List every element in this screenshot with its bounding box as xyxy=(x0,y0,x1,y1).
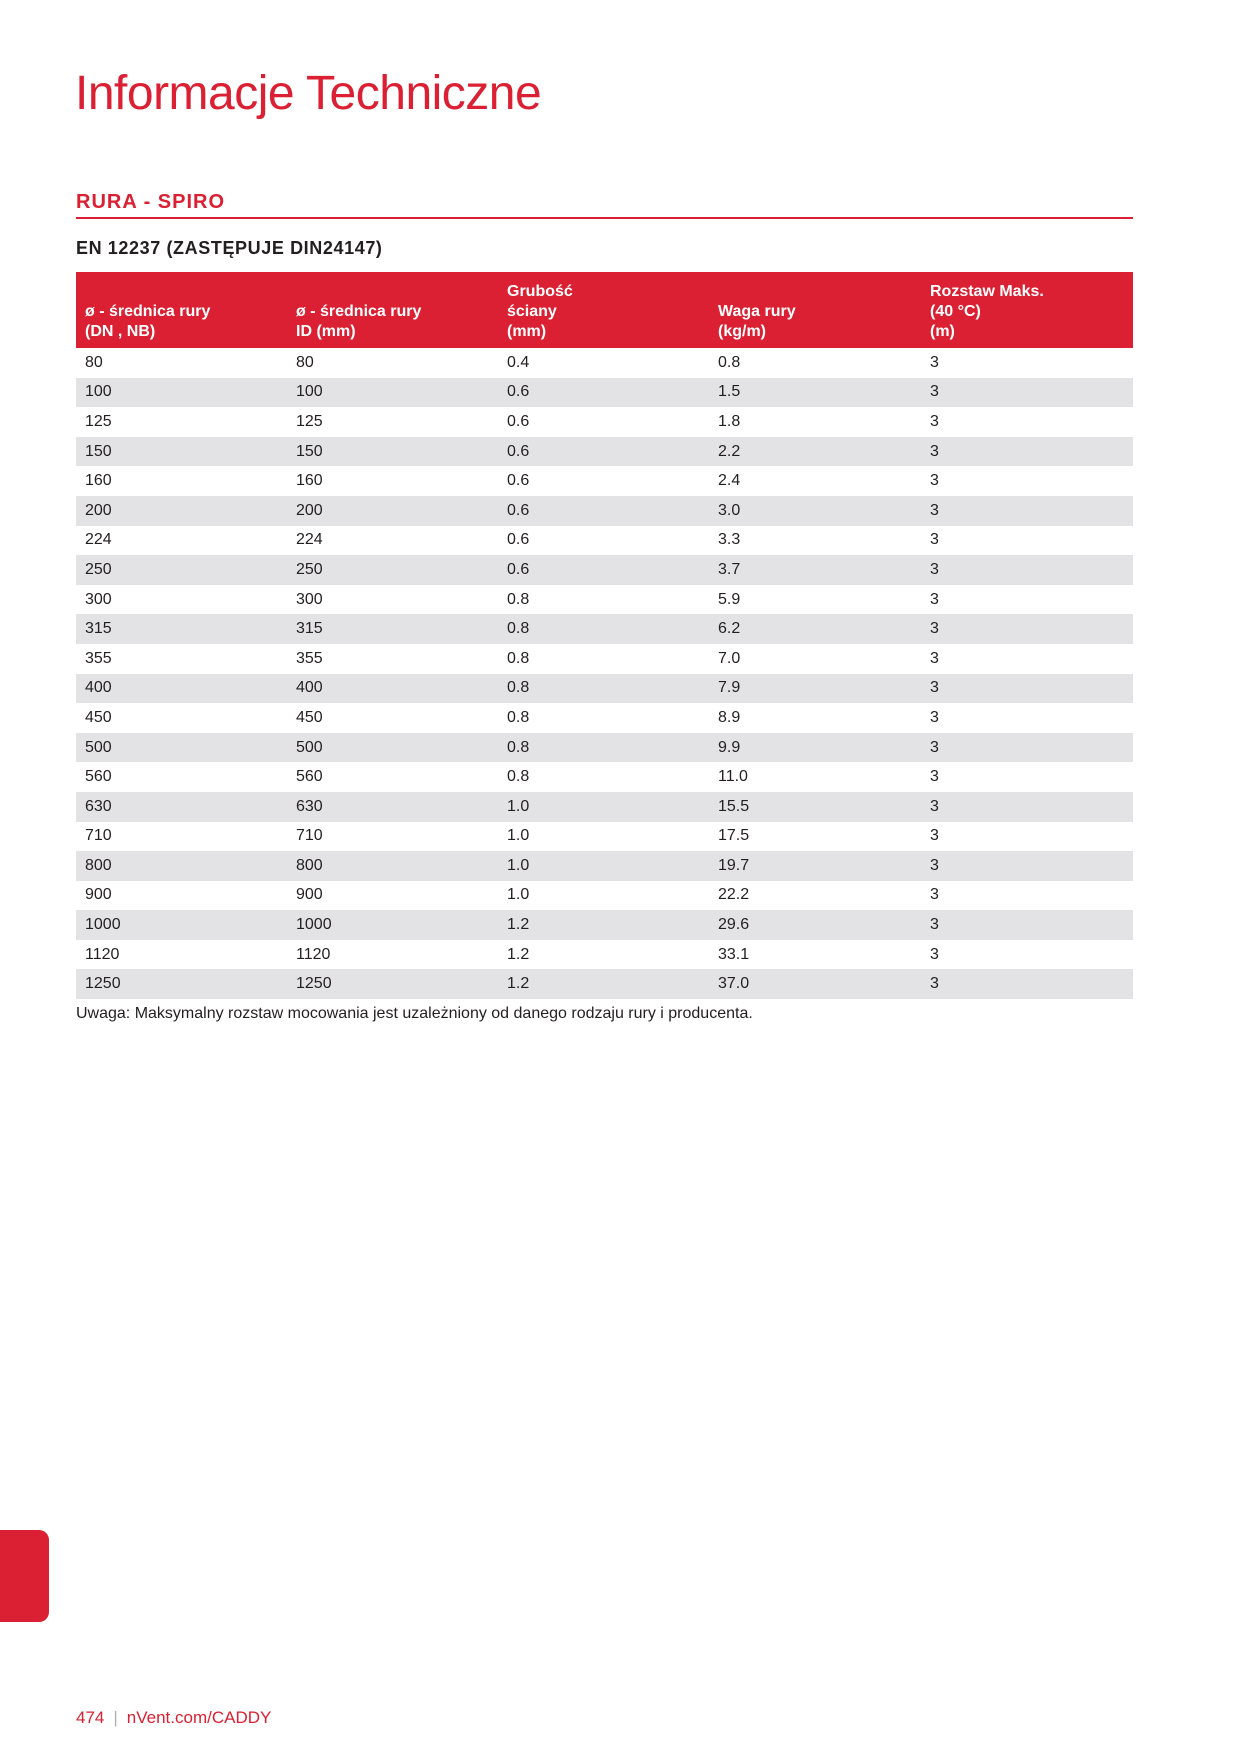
cell-pipe-weight: 2.2 xyxy=(709,437,921,467)
cell-dn-nb: 250 xyxy=(76,555,287,585)
cell-pipe-weight: 7.9 xyxy=(709,674,921,704)
cell-wall-thickness: 1.0 xyxy=(507,886,530,904)
cell-pipe-weight: 1.5 xyxy=(709,378,921,408)
cell-dn-nb: 900 xyxy=(85,886,112,904)
subsection-title: EN 12237 (ZASTĘPUJE DIN24147) xyxy=(76,238,383,258)
cell-max-spacing: 3 xyxy=(930,827,939,845)
cell-dn-nb: 630 xyxy=(76,792,287,822)
cell-pipe-weight: 3.0 xyxy=(709,496,921,526)
cell-pipe-weight: 22.2 xyxy=(718,886,750,904)
column-header-id-mm xyxy=(287,272,498,348)
cell-max-spacing: 3 xyxy=(921,674,1133,704)
cell-max-spacing: 3 xyxy=(930,472,939,490)
side-tab-marker xyxy=(0,1530,49,1622)
cell-id-mm: 710 xyxy=(296,827,323,845)
cell-dn-nb: 315 xyxy=(76,614,287,644)
cell-max-spacing: 3 xyxy=(921,614,1133,644)
table-row xyxy=(76,881,1133,911)
cell-id-mm: 315 xyxy=(287,614,498,644)
header-line: (40 °C) xyxy=(930,303,981,320)
cell-id-mm: 900 xyxy=(296,886,323,904)
table-row xyxy=(76,437,1133,467)
footer-site-link[interactable]: nVent.com/CADDY xyxy=(126,1708,272,1727)
cell-max-spacing: 3 xyxy=(921,496,1133,526)
cell-dn-nb: 400 xyxy=(76,674,287,704)
header-line: (m) xyxy=(930,323,955,340)
cell-max-spacing: 3 xyxy=(930,412,939,430)
table-row xyxy=(76,940,1133,970)
cell-pipe-weight: 37.0 xyxy=(709,969,921,999)
page-footer xyxy=(76,1708,271,1728)
cell-pipe-weight: 17.5 xyxy=(718,827,750,845)
header-line: ø - średnica rury xyxy=(296,303,422,320)
header-line: Grubość xyxy=(507,283,573,300)
cell-max-spacing: 3 xyxy=(921,437,1133,467)
table-row xyxy=(76,644,1133,674)
table-row xyxy=(76,910,1133,940)
cell-max-spacing: 3 xyxy=(930,353,939,371)
cell-id-mm: 300 xyxy=(296,590,323,608)
table-row xyxy=(76,496,1133,526)
header-line: ściany xyxy=(507,303,557,320)
cell-dn-nb: 1120 xyxy=(85,945,120,963)
cell-max-spacing: 3 xyxy=(921,378,1133,408)
table-row xyxy=(76,407,1133,437)
table-row xyxy=(76,555,1133,585)
cell-dn-nb: 125 xyxy=(85,412,112,430)
cell-id-mm: 500 xyxy=(287,733,498,763)
cell-id-mm: 450 xyxy=(296,708,323,726)
cell-wall-thickness: 1.0 xyxy=(498,851,709,881)
header-line: (mm) xyxy=(507,323,547,340)
cell-wall-thickness: 0.4 xyxy=(507,353,530,371)
cell-id-mm: 200 xyxy=(287,496,498,526)
cell-max-spacing: 3 xyxy=(930,590,939,608)
cell-pipe-weight: 0.8 xyxy=(718,353,741,371)
cell-dn-nb: 1000 xyxy=(76,910,287,940)
cell-id-mm: 250 xyxy=(287,555,498,585)
cell-wall-thickness: 0.8 xyxy=(498,674,709,704)
cell-max-spacing: 3 xyxy=(930,708,939,726)
cell-wall-thickness: 1.2 xyxy=(498,969,709,999)
cell-id-mm: 630 xyxy=(287,792,498,822)
cell-wall-thickness: 0.6 xyxy=(498,437,709,467)
table-row xyxy=(76,703,1133,733)
cell-wall-thickness: 1.2 xyxy=(507,945,530,963)
table-row xyxy=(76,585,1133,615)
cell-dn-nb: 710 xyxy=(85,827,112,845)
table-row xyxy=(76,762,1133,792)
cell-id-mm: 1250 xyxy=(287,969,498,999)
cell-pipe-weight: 29.6 xyxy=(709,910,921,940)
cell-wall-thickness: 0.8 xyxy=(507,708,530,726)
header-line: (DN , NB) xyxy=(85,323,156,340)
cell-max-spacing: 3 xyxy=(930,768,939,786)
cell-pipe-weight: 33.1 xyxy=(718,945,750,963)
cell-dn-nb: 80 xyxy=(85,353,103,371)
cell-pipe-weight: 1.8 xyxy=(718,412,741,430)
cell-wall-thickness: 0.6 xyxy=(498,496,709,526)
cell-dn-nb: 150 xyxy=(76,437,287,467)
column-header-dn-nb xyxy=(76,272,287,348)
cell-id-mm: 400 xyxy=(287,674,498,704)
cell-max-spacing: 3 xyxy=(930,531,939,549)
cell-pipe-weight: 3.7 xyxy=(709,555,921,585)
table-row xyxy=(76,792,1133,822)
table-row xyxy=(76,969,1133,999)
cell-dn-nb: 500 xyxy=(76,733,287,763)
cell-dn-nb: 224 xyxy=(85,531,112,549)
page-number: 474 xyxy=(76,1708,105,1727)
cell-dn-nb: 355 xyxy=(85,649,112,667)
cell-id-mm: 80 xyxy=(296,353,314,371)
cell-dn-nb: 100 xyxy=(76,378,287,408)
header-line: ID (mm) xyxy=(296,323,356,340)
cell-wall-thickness: 0.6 xyxy=(498,378,709,408)
page-title: Informacje Techniczne xyxy=(75,67,542,120)
table-row xyxy=(76,526,1133,556)
cell-max-spacing: 3 xyxy=(921,733,1133,763)
cell-pipe-weight: 19.7 xyxy=(709,851,921,881)
cell-id-mm: 125 xyxy=(296,412,323,430)
cell-dn-nb: 160 xyxy=(85,472,112,490)
cell-pipe-weight: 7.0 xyxy=(718,649,741,667)
cell-dn-nb: 560 xyxy=(85,768,112,786)
cell-id-mm: 355 xyxy=(296,649,323,667)
table-row xyxy=(76,466,1133,496)
table-row xyxy=(76,378,1133,408)
header-line: ø - średnica rury xyxy=(85,303,211,320)
cell-pipe-weight: 2.4 xyxy=(718,472,741,490)
cell-id-mm: 560 xyxy=(296,768,323,786)
header-line: Waga rury xyxy=(718,303,796,320)
cell-wall-thickness: 0.6 xyxy=(507,472,530,490)
cell-dn-nb: 1250 xyxy=(76,969,287,999)
cell-pipe-weight: 8.9 xyxy=(718,708,741,726)
cell-max-spacing: 3 xyxy=(930,945,939,963)
cell-wall-thickness: 0.6 xyxy=(507,531,530,549)
cell-wall-thickness: 0.8 xyxy=(498,733,709,763)
header-line: (kg/m) xyxy=(718,323,766,340)
cell-id-mm: 160 xyxy=(296,472,323,490)
cell-max-spacing: 3 xyxy=(921,910,1133,940)
cell-dn-nb: 450 xyxy=(85,708,112,726)
cell-dn-nb: 200 xyxy=(76,496,287,526)
cell-id-mm: 100 xyxy=(287,378,498,408)
cell-max-spacing: 3 xyxy=(921,969,1133,999)
cell-wall-thickness: 0.6 xyxy=(507,412,530,430)
table-note: Uwaga: Maksymalny rozstaw mocowania jest uzależniony od danego rodzaju rury i producenta. xyxy=(76,1005,753,1022)
cell-id-mm: 1120 xyxy=(296,945,331,963)
cell-id-mm: 150 xyxy=(287,437,498,467)
section-title: RURA - SPIRO xyxy=(76,191,226,213)
cell-max-spacing: 3 xyxy=(921,555,1133,585)
section-divider xyxy=(76,217,1133,219)
cell-wall-thickness: 0.8 xyxy=(507,649,530,667)
cell-wall-thickness: 0.8 xyxy=(498,614,709,644)
cell-wall-thickness: 0.8 xyxy=(507,768,530,786)
column-header-wall-thickness xyxy=(498,272,709,348)
cell-max-spacing: 3 xyxy=(921,851,1133,881)
cell-dn-nb: 300 xyxy=(85,590,112,608)
cell-id-mm: 224 xyxy=(296,531,323,549)
cell-pipe-weight: 5.9 xyxy=(718,590,741,608)
table-row xyxy=(76,614,1133,644)
cell-pipe-weight: 15.5 xyxy=(709,792,921,822)
cell-wall-thickness: 1.2 xyxy=(498,910,709,940)
cell-wall-thickness: 0.8 xyxy=(507,590,530,608)
cell-wall-thickness: 1.0 xyxy=(498,792,709,822)
table-row xyxy=(76,733,1133,763)
table-row xyxy=(76,822,1133,852)
cell-max-spacing: 3 xyxy=(921,792,1133,822)
cell-id-mm: 800 xyxy=(287,851,498,881)
cell-wall-thickness: 1.0 xyxy=(507,827,530,845)
cell-pipe-weight: 9.9 xyxy=(709,733,921,763)
table-row xyxy=(76,348,1133,378)
cell-wall-thickness: 0.6 xyxy=(498,555,709,585)
table-row xyxy=(76,851,1133,881)
table-header-row xyxy=(76,272,1133,348)
column-header-max-spacing xyxy=(921,272,1133,348)
cell-max-spacing: 3 xyxy=(930,886,939,904)
cell-max-spacing: 3 xyxy=(930,649,939,667)
column-header-pipe-weight xyxy=(709,272,921,348)
spiro-pipe-table xyxy=(76,272,1133,999)
cell-dn-nb: 800 xyxy=(76,851,287,881)
table-row xyxy=(76,674,1133,704)
cell-id-mm: 1000 xyxy=(287,910,498,940)
table-body xyxy=(76,348,1133,999)
header-line: Rozstaw Maks. xyxy=(930,283,1044,300)
cell-pipe-weight: 6.2 xyxy=(709,614,921,644)
cell-pipe-weight: 3.3 xyxy=(718,531,741,549)
cell-pipe-weight: 11.0 xyxy=(718,768,748,786)
footer-divider: | xyxy=(113,1708,118,1727)
